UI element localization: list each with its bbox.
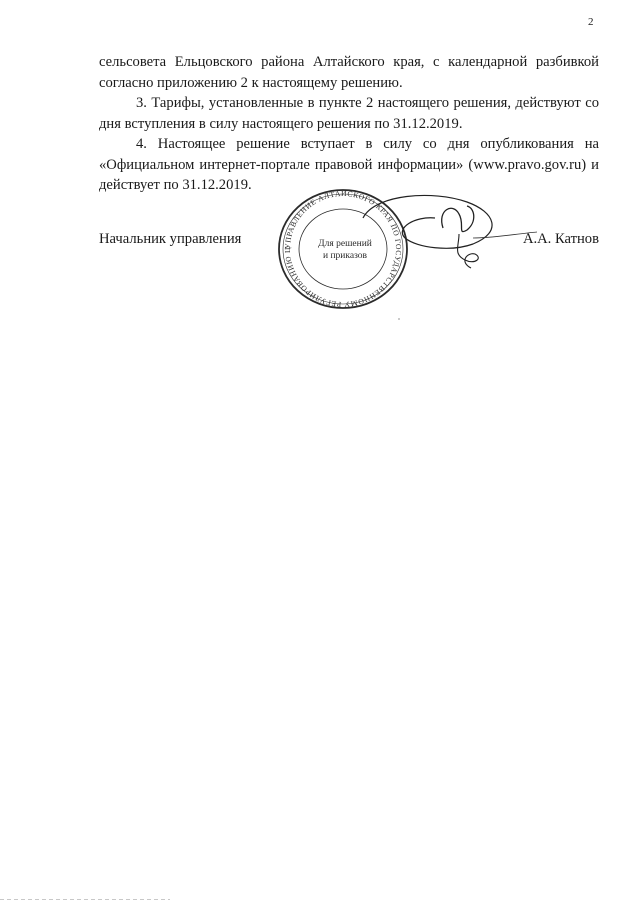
- signature-stroke-3: [458, 234, 479, 268]
- seal-center-line-1: Для решений: [318, 239, 372, 249]
- signer-title: Начальник управления: [99, 231, 242, 247]
- signature-stroke-4: [473, 232, 537, 238]
- scan-dot: [398, 318, 400, 320]
- handwritten-signature: [355, 188, 540, 278]
- scan-footer-noise: [0, 899, 170, 900]
- page-number: 2: [588, 16, 594, 28]
- seal-outer-text: УПРАВЛЕНИЕ АЛТАЙСКОГО КРАЯ ПО ГОСУДАРСТВЕННОМУ РЕГУЛИРОВАНИЮ Ц: [282, 188, 404, 310]
- paragraph-continuation: сельсовета Ельцовского района Алтайского края, с календарной разбивкой согласно приложению 2 к настоящему решению.: [99, 54, 599, 91]
- paragraph-4: 4. Настоящее решение вступает в силу со дня опубликования на «Официальном интернет-портале правовой информации» (www.pravo.gov.ru) и действует по 31.12.2019.: [99, 136, 599, 193]
- paragraph-3: 3. Тарифы, установленные в пункте 2 настоящего решения, действуют со дня вступления в силу настоящего решения по 31.12.2019.: [99, 95, 599, 132]
- signature-stroke-2: [442, 206, 474, 232]
- seal-center-line-2: и приказов: [323, 251, 367, 261]
- signer-name: А.А. Катнов: [522, 231, 599, 247]
- document-body: [99, 52, 599, 196]
